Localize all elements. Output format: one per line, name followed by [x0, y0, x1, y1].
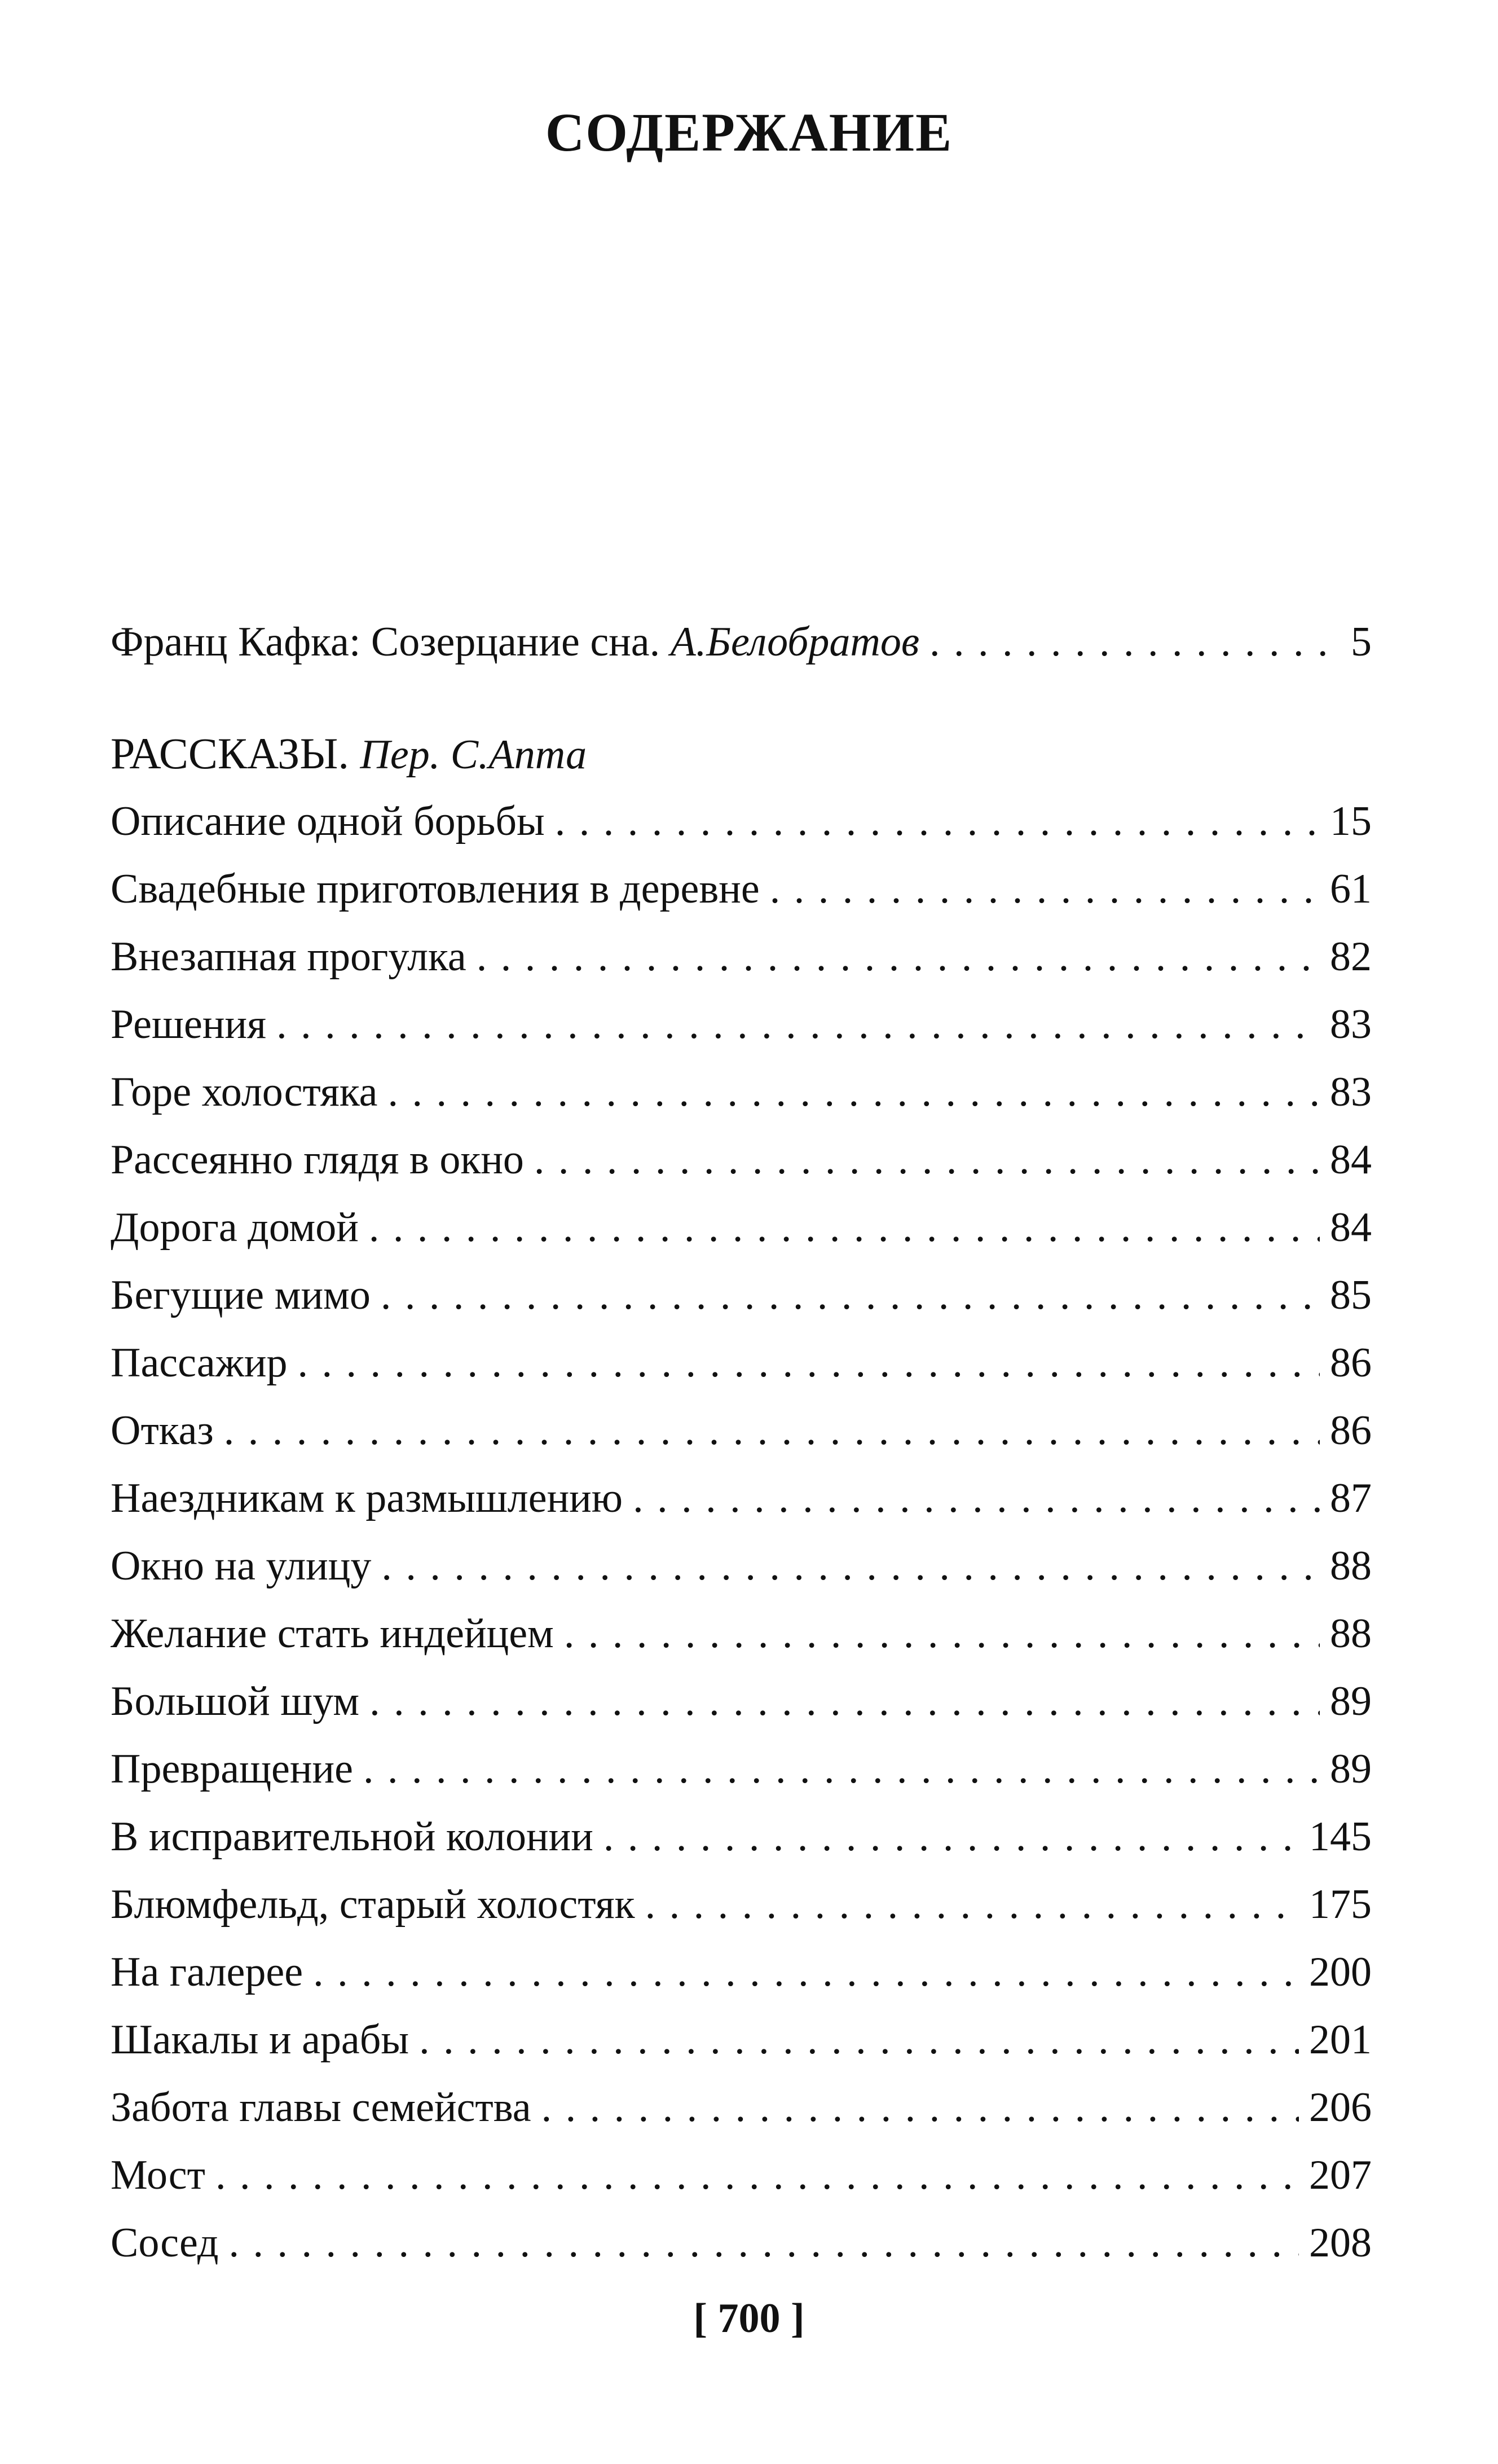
- toc-entry-page: 145: [1309, 1814, 1372, 1860]
- toc-entry: [111, 1600, 1372, 1667]
- toc-entry: [111, 923, 1372, 991]
- toc-entry-label: Бегущие мимо: [111, 1272, 371, 1318]
- toc-entry-label: Решения: [111, 1001, 267, 1048]
- toc-entry-label: Горе холостяка: [111, 1069, 378, 1115]
- dot-leader: [369, 1667, 1320, 1735]
- toc-entry: [111, 1194, 1372, 1261]
- toc-entry-label: Окно на улицу: [111, 1543, 372, 1589]
- table-of-contents: [111, 608, 1372, 2277]
- toc-entry-label: Сосед: [111, 2220, 219, 2266]
- toc-entry-label: Рассеянно глядя в окно: [111, 1137, 524, 1183]
- toc-entry: [111, 1126, 1372, 1194]
- toc-entry-label: Блюмфельд, старый холостяк: [111, 1881, 635, 1928]
- toc-entry-page: 207: [1309, 2152, 1372, 2198]
- dot-leader: [541, 2074, 1299, 2141]
- toc-entry-page: 61: [1330, 866, 1372, 912]
- toc-entry-label: Шакалы и арабы: [111, 2017, 409, 2063]
- toc-entry: [111, 1329, 1372, 1397]
- dot-leader: [369, 1194, 1320, 1261]
- dot-leader: [388, 1058, 1320, 1126]
- toc-entry-label: Превращение: [111, 1746, 353, 1792]
- dot-leader: [224, 1397, 1320, 1464]
- toc-entry: [111, 2074, 1372, 2141]
- toc-entry-page: 15: [1330, 798, 1372, 844]
- toc-entry-page: 86: [1330, 1407, 1372, 1454]
- dot-leader: [603, 1803, 1299, 1871]
- toc-entry: [111, 855, 1372, 923]
- toc-entry-label: Свадебные приготовления в деревне: [111, 866, 760, 912]
- dot-leader: [313, 1938, 1299, 2006]
- toc-entry: [111, 787, 1372, 855]
- toc-entry-page: 88: [1330, 1543, 1372, 1589]
- toc-entry-page: 88: [1330, 1611, 1372, 1657]
- toc-entry-label: На галерее: [111, 1949, 303, 1995]
- section-heading: [111, 720, 1372, 787]
- toc-entry: [111, 1938, 1372, 2006]
- dot-leader: [555, 787, 1320, 855]
- dot-leader: [228, 2209, 1299, 2277]
- toc-entries: [111, 787, 1372, 2277]
- toc-entry-label: Забота главы семейства: [111, 2084, 531, 2131]
- dot-leader: [929, 608, 1328, 676]
- dot-leader: [297, 1329, 1320, 1397]
- toc-entry-page: 86: [1330, 1340, 1372, 1386]
- dot-leader: [564, 1600, 1320, 1667]
- toc-intro-page: 5: [1351, 619, 1372, 665]
- toc-entry-label: Дорога домой: [111, 1204, 359, 1251]
- dot-leader: [363, 1735, 1320, 1803]
- dot-leader: [419, 2006, 1299, 2074]
- toc-entry-label: В исправительной колонии: [111, 1814, 593, 1860]
- toc-entry-page: 82: [1330, 934, 1372, 980]
- toc-intro-author: А.Белобратов: [670, 619, 919, 665]
- toc-entry: [111, 1532, 1372, 1600]
- toc-entry-page: 201: [1309, 2017, 1372, 2063]
- dot-leader: [534, 1126, 1320, 1194]
- dot-leader: [633, 1464, 1320, 1532]
- toc-entry: [111, 1871, 1372, 1938]
- dot-leader: [381, 1532, 1320, 1600]
- toc-entry-label: Отказ: [111, 1407, 214, 1454]
- page-title: СОДЕРЖАНИЕ: [545, 102, 953, 162]
- toc-entry-label: Внезапная прогулка: [111, 934, 466, 980]
- toc-entry-page: 206: [1309, 2084, 1372, 2131]
- toc-entry-page: 208: [1309, 2220, 1372, 2266]
- dot-leader: [276, 991, 1320, 1058]
- toc-entry: [111, 1667, 1372, 1735]
- toc-entry-label: Большой шум: [111, 1678, 360, 1724]
- toc-entry: [111, 1464, 1372, 1532]
- toc-entry: [111, 2141, 1372, 2209]
- toc-intro-row: [111, 608, 1372, 676]
- toc-intro-title: Франц Кафка: Созерцание сна.: [111, 619, 660, 665]
- toc-entry: [111, 991, 1372, 1058]
- toc-entry: [111, 1803, 1372, 1871]
- toc-entry: [111, 1735, 1372, 1803]
- toc-entry-label: Описание одной борьбы: [111, 798, 545, 844]
- toc-entry-page: 89: [1330, 1678, 1372, 1724]
- toc-entry-label: Пассажир: [111, 1340, 288, 1386]
- toc-entry: [111, 2006, 1372, 2074]
- toc-entry-page: 84: [1330, 1137, 1372, 1183]
- dot-leader: [381, 1261, 1320, 1329]
- toc-entry: [111, 2209, 1372, 2277]
- toc-entry-label: Наездникам к размышлению: [111, 1475, 623, 1521]
- dot-leader: [645, 1871, 1299, 1938]
- toc-entry-page: 89: [1330, 1746, 1372, 1792]
- toc-entry-page: 200: [1309, 1949, 1372, 1995]
- toc-entry-page: 175: [1309, 1881, 1372, 1928]
- toc-entry-page: 83: [1330, 1001, 1372, 1048]
- toc-entry: [111, 1261, 1372, 1329]
- page-number-footer: [ 700 ]: [693, 2295, 805, 2342]
- toc-entry: [111, 1058, 1372, 1126]
- toc-entry: [111, 1397, 1372, 1464]
- dot-leader: [477, 923, 1320, 991]
- toc-entry-page: 84: [1330, 1204, 1372, 1251]
- dot-leader: [770, 855, 1320, 923]
- section-title: РАССКАЗЫ.: [111, 729, 349, 778]
- toc-entry-page: 85: [1330, 1272, 1372, 1318]
- toc-entry-page: 87: [1330, 1475, 1372, 1521]
- toc-entry-label: Мост: [111, 2152, 205, 2198]
- dot-leader: [215, 2141, 1299, 2209]
- toc-intro-label: [111, 608, 919, 676]
- toc-entry-label: Желание стать индейцем: [111, 1611, 554, 1657]
- toc-entry-page: 83: [1330, 1069, 1372, 1115]
- section-translator: Пер. С.Апта: [360, 732, 587, 778]
